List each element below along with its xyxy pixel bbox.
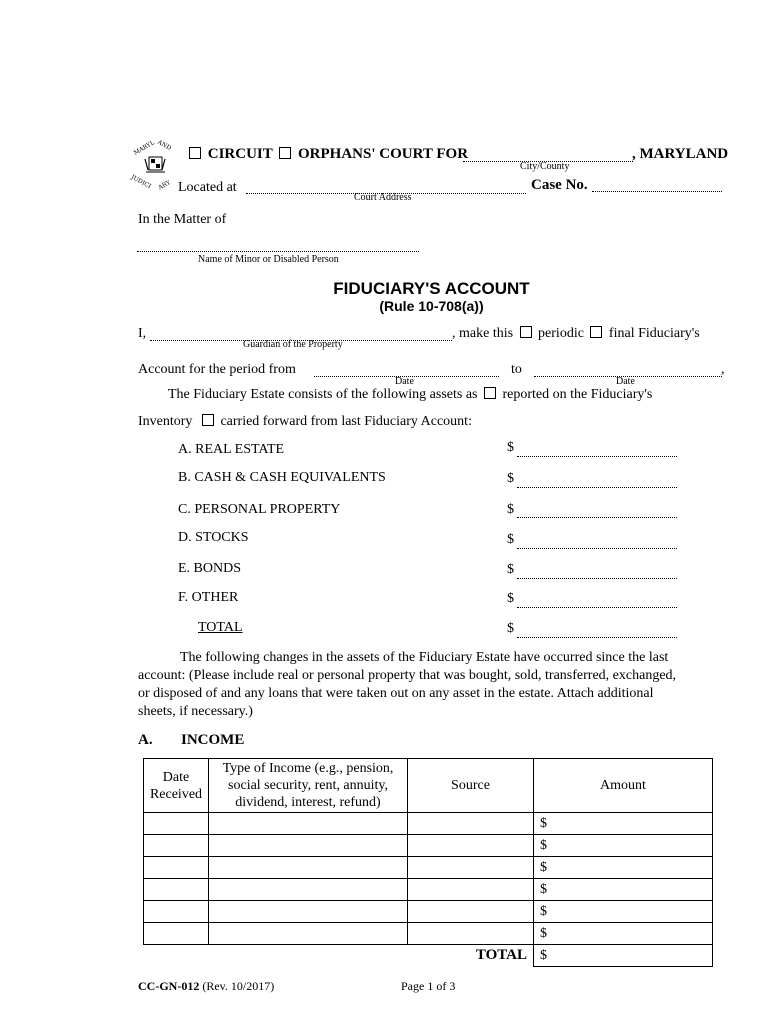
- table-row: [144, 879, 713, 901]
- date-cell[interactable]: [144, 879, 209, 901]
- header-amount: Amount: [534, 759, 713, 813]
- estate-assets-line: [168, 387, 652, 403]
- svg-text:MARYL: MARYL: [132, 139, 156, 157]
- date-cell[interactable]: [144, 901, 209, 923]
- asset-value-bonds[interactable]: [517, 578, 677, 579]
- case-number-label: Case No.: [531, 177, 588, 193]
- header-source: Source: [408, 759, 534, 813]
- periodic-checkbox[interactable]: [520, 326, 532, 338]
- income-total-amount[interactable]: $: [534, 945, 713, 967]
- asset-label-bonds: E. BONDS: [178, 561, 242, 576]
- changes-line-3: or disposed of and any loans that were taken out on any asset in the estate. Attach additional: [138, 686, 654, 701]
- form-id: CC-GN-012: [138, 979, 200, 993]
- reported-label: reported on the Fiduciary's: [502, 387, 653, 402]
- asset-currency-other: $: [507, 591, 514, 606]
- amount-cell[interactable]: $: [534, 857, 713, 879]
- inventory-label: Inventory: [138, 414, 193, 429]
- assets-total-value[interactable]: [517, 637, 677, 638]
- header-type-line-1: Type of Income (e.g., pension,: [222, 761, 394, 776]
- changes-line-4: sheets, if necessary.): [138, 704, 253, 719]
- asset-label-cash: B. CASH & CASH EQUIVALENTS: [178, 470, 386, 485]
- source-cell[interactable]: [408, 835, 534, 857]
- date-cell[interactable]: [144, 835, 209, 857]
- page-number: Page 1 of 3: [401, 979, 456, 993]
- assets-total-currency: $: [507, 621, 514, 636]
- asset-label-other: F. OTHER: [178, 590, 239, 605]
- asset-label-real-estate: A. REAL ESTATE: [178, 442, 285, 457]
- asset-value-stocks[interactable]: [517, 548, 677, 549]
- changes-line-1: The following changes in the assets of the Fiduciary Estate have occurred since the last: [180, 650, 669, 665]
- income-header-row: [144, 759, 713, 813]
- account-period-label: Account for the period from: [138, 362, 296, 377]
- svg-text:JUDICI: JUDICI: [129, 173, 153, 191]
- carried-forward-label: carried forward from last Fiduciary Account:: [220, 414, 472, 429]
- maryland-judiciary-seal-icon: [128, 137, 182, 191]
- asset-label-stocks: D. STOCKS: [178, 530, 249, 545]
- amount-cell[interactable]: $: [534, 901, 713, 923]
- make-this-label: , make this: [452, 326, 514, 341]
- orphans-court-label: ORPHANS' COURT FOR: [298, 146, 469, 162]
- source-cell[interactable]: [408, 879, 534, 901]
- asset-label-personal-property: C. PERSONAL PROPERTY: [178, 502, 341, 517]
- carried-forward-checkbox[interactable]: [202, 414, 214, 426]
- date-cell[interactable]: [144, 813, 209, 835]
- form-revision: (Rev. 10/2017): [202, 979, 275, 993]
- income-letter: A.: [138, 732, 153, 748]
- assets-total-label: TOTAL: [198, 620, 243, 635]
- periodic-label: periodic: [538, 326, 584, 341]
- header-type-line-3: dividend, interest, refund): [235, 795, 381, 810]
- header-date-line-1: Date: [162, 769, 190, 785]
- date-cell[interactable]: [144, 923, 209, 945]
- amount-cell[interactable]: $: [534, 813, 713, 835]
- amount-cell[interactable]: $: [534, 923, 713, 945]
- source-cell[interactable]: [408, 901, 534, 923]
- table-row: [144, 901, 713, 923]
- type-cell[interactable]: [209, 857, 408, 879]
- table-row: [144, 857, 713, 879]
- svg-text:ARY: ARY: [157, 179, 172, 191]
- asset-value-personal-property[interactable]: [517, 517, 677, 518]
- period-end-comma: ,: [721, 362, 725, 377]
- guardian-caption: Guardian of the Property: [243, 339, 343, 350]
- final-checkbox[interactable]: [590, 326, 602, 338]
- form-rule: (Rule 10-708(a)): [379, 298, 484, 314]
- svg-text:AND: AND: [156, 138, 173, 153]
- asset-value-real-estate[interactable]: [517, 456, 677, 457]
- minor-name-field[interactable]: [137, 251, 419, 252]
- income-total-row: [144, 945, 713, 967]
- reported-inventory-checkbox[interactable]: [484, 387, 496, 399]
- form-footer-id: [138, 979, 274, 994]
- type-cell[interactable]: [209, 835, 408, 857]
- in-the-matter-label: In the Matter of: [138, 212, 227, 227]
- state-label: , MARYLAND: [632, 146, 729, 162]
- table-row: [144, 923, 713, 945]
- to-label: to: [511, 362, 522, 377]
- asset-currency-personal-property: $: [507, 502, 514, 517]
- form-title: FIDUCIARY'S ACCOUNT: [333, 279, 530, 298]
- asset-currency-real-estate: $: [507, 440, 514, 455]
- circuit-court-label: CIRCUIT: [207, 146, 273, 162]
- start-date-caption: Date: [395, 376, 414, 387]
- source-cell[interactable]: [408, 923, 534, 945]
- source-cell[interactable]: [408, 813, 534, 835]
- type-cell[interactable]: [209, 879, 408, 901]
- table-row: [144, 835, 713, 857]
- end-date-caption: Date: [616, 376, 635, 387]
- estate-consists-label: The Fiduciary Estate consists of the following assets as: [168, 387, 478, 402]
- header-date-line-2: Received: [149, 786, 203, 802]
- i-label: I,: [138, 326, 147, 341]
- court-selection: [186, 146, 468, 163]
- circuit-court-checkbox[interactable]: [189, 147, 201, 159]
- income-total-label: TOTAL: [144, 945, 534, 967]
- type-cell[interactable]: [209, 901, 408, 923]
- city-county-caption: City/County: [520, 161, 570, 172]
- income-table: [143, 758, 713, 967]
- header-type-of-income: [209, 759, 408, 813]
- court-address-caption: Court Address: [354, 192, 412, 203]
- asset-value-other[interactable]: [517, 607, 677, 608]
- located-at-label: Located at: [178, 180, 237, 195]
- table-row: [144, 813, 713, 835]
- changes-line-2: account: (Please include real or personal property that was bought, sold, transferred, exchanged,: [138, 668, 677, 683]
- inventory-line: [138, 414, 472, 430]
- header-date-received: [144, 759, 209, 813]
- asset-currency-stocks: $: [507, 532, 514, 547]
- asset-currency-bonds: $: [507, 562, 514, 577]
- asset-currency-cash: $: [507, 471, 514, 486]
- amount-cell[interactable]: $: [534, 879, 713, 901]
- date-cell[interactable]: [144, 857, 209, 879]
- source-cell[interactable]: [408, 857, 534, 879]
- final-label: final Fiduciary's: [608, 326, 700, 341]
- account-type-selection: [452, 326, 700, 342]
- type-cell[interactable]: [209, 813, 408, 835]
- case-number-field[interactable]: [592, 191, 722, 192]
- orphans-court-checkbox[interactable]: [279, 147, 291, 159]
- type-cell[interactable]: [209, 923, 408, 945]
- amount-cell[interactable]: $: [534, 835, 713, 857]
- asset-value-cash[interactable]: [517, 487, 677, 488]
- header-type-line-2: social security, rent, annuity,: [228, 778, 388, 793]
- income-heading: INCOME: [181, 732, 245, 748]
- minor-name-caption: Name of Minor or Disabled Person: [198, 254, 339, 265]
